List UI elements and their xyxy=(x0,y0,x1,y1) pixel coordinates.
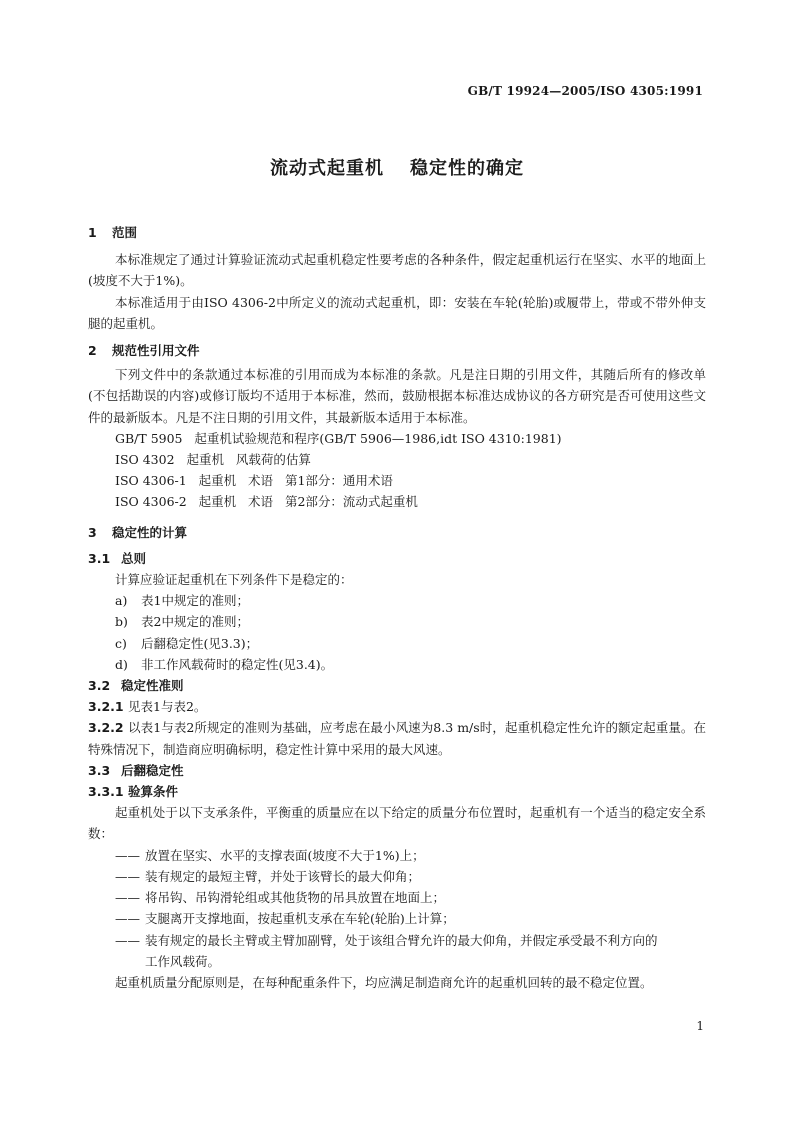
title-part1: 流动式起重机 xyxy=(270,158,384,179)
section-3-2-1: 3.2.1 见表1与表2。 xyxy=(88,699,207,715)
section-3-2-2: 3.2.2 以表1与表2所规定的准则为基础，应考虑在最小风速为8.3 m/s时，起重机稳定性允许的额定起重量。在特殊情况下，制造商应明确标明，稳定性计算中采用的最大风速。 xyxy=(88,720,706,757)
section-2-paragraph: 下列文件中的条款通过本标准的引用而成为本标准的条款。凡是注日期的引用文件，其随后所有的修改单(不包括勘误的内容)或修订版均不适用于本标准，然而，鼓励根据本标准达成协议的各方研究是否可使用这些文件的最新版本。凡是不注日期的引用文件，其最新版本适用于本标准。 xyxy=(88,367,706,425)
section-1-heading: 1 范围 xyxy=(88,225,138,240)
list-item: c) 后翻稳定性(见3.3)； xyxy=(115,635,259,651)
section-3-heading: 3 稳定性的计算 xyxy=(88,524,188,540)
dash-list-item-continuation: 工作风载荷。 xyxy=(145,953,221,969)
reference-item: ISO 4306-1 起重机 术语 第1部分：通用术语 xyxy=(115,473,393,489)
section-2-heading: 2 规范性引用文件 xyxy=(88,343,200,359)
title-part2: 稳定性的确定 xyxy=(410,158,524,179)
reference-item: GB/T 5905 起重机试验规范和程序(GB/T 5906—1986,idt ISO 4310:1981) xyxy=(115,430,562,446)
section-1-paragraph-1: 本标准规定了通过计算验证流动式起重机稳定性要考虑的各种条件，假定起重机运行在坚实、水平的地面上(坡度不大于1%)。 xyxy=(88,252,706,289)
dash-list-item: —— 装有规定的最长主臂或主臂加副臂，处于该组合臂允许的最大仰角，并假定承受最不利方向的 xyxy=(115,932,658,948)
dash-list-item: —— 将吊钩、吊钩滑轮组或其他货物的吊具放置在地面上； xyxy=(115,890,446,906)
reference-item: ISO 4302 起重机 风载荷的估算 xyxy=(115,452,311,468)
dash-list-item: —— 放置在坚实、水平的支撑表面(坡度不大于1%)上； xyxy=(115,847,425,863)
section-3-3-1-intro: 起重机处于以下支承条件，平衡重的质量应在以下给定的质量分布位置时，起重机有一个适当的稳定安全系数： xyxy=(88,805,706,842)
list-item: a) 表1中规定的准则； xyxy=(115,593,249,609)
reference-item: ISO 4306-2 起重机 术语 第2部分：流动式起重机 xyxy=(115,494,418,510)
document-body xyxy=(88,222,706,993)
list-item: b) 表2中规定的准则； xyxy=(115,614,249,630)
section-3-3-1-final: 起重机质量分配原则是，在每种配重条件下，均应满足制造商允许的起重机回转的最不稳定位置。 xyxy=(115,974,653,990)
section-3-1-heading: 3.1 总则 xyxy=(88,550,147,566)
section-1-paragraph-2: 本标准适用于由ISO 4306-2中所定义的流动式起重机，即：安装在车轮(轮胎)或履带上，带或不带外伸支腿的起重机。 xyxy=(88,294,706,331)
list-item: d) 非工作风载荷时的稳定性(见3.4)。 xyxy=(115,656,334,672)
page-number: 1 xyxy=(696,1019,704,1033)
section-3-1-intro: 计算应验证起重机在下列条件下是稳定的： xyxy=(115,572,353,588)
section-3-3-1-heading: 3.3.1 验算条件 xyxy=(88,784,179,800)
dash-list-item: —— 装有规定的最短主臂，并处于该臂长的最大仰角； xyxy=(115,868,421,884)
section-3-2-heading: 3.2 稳定性准则 xyxy=(88,678,184,694)
document-title xyxy=(0,154,794,180)
standard-code: GB/T 19924—2005/ISO 4305:1991 xyxy=(467,84,703,98)
section-3-3-heading: 3.3 后翻稳定性 xyxy=(88,762,184,778)
dash-list-item: —— 支腿离开支撑地面，按起重机支承在车轮(轮胎)上计算； xyxy=(115,911,455,927)
